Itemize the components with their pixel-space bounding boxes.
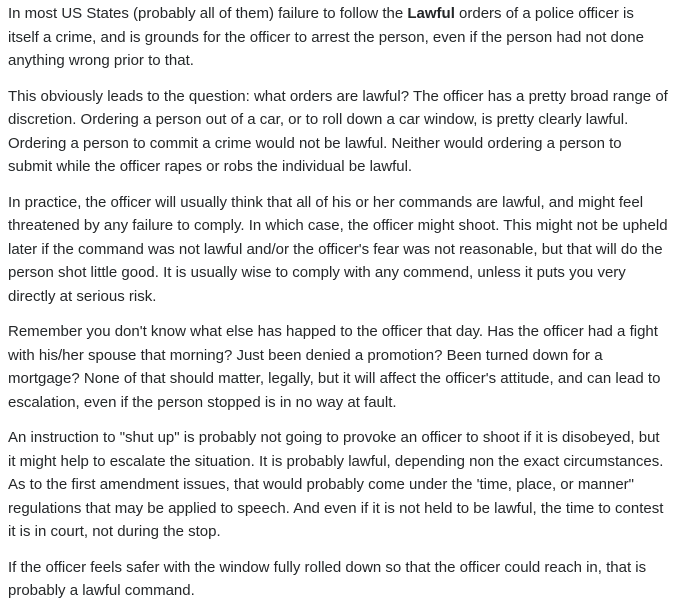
paragraph: This obviously leads to the question: what orders are lawful? The officer has a pretty broad range of discretion. Ordering a person out of a car, or to roll down a car window, is pretty clearly lawful. Ordering a person to commit a crime would not be lawful. Neither would ordering a person to submit while the officer rapes or robs the individual be lawful.: [8, 87, 668, 175]
paragraph: If the officer feels safer with the window fully rolled down so that the officer could reach in, that is probably a lawful command.: [8, 558, 647, 599]
paragraph: In practice, the officer will usually think that all of his or her commands are lawful, and might feel threatened by any failure to comply. In which case, the officer might shoot. This might not be upheld later if the command was not lawful and/or the officer's fear was not reasonable, but that will do the person shot little good. It is usually wise to comply with any commend, unless it puts you very directly at serious risk.: [8, 193, 668, 305]
text-segment: orders of a police officer is itself a crime, and is grounds for the officer to arrest the person, even if the person had not done anything wrong prior to that.: [8, 5, 644, 69]
paragraph: An instruction to "shut up" is probably not going to provoke an officer to shoot if it is disobeyed, but it might help to escalate the situation. It is probably lawful, depending non the exact circumstances. As to the first amendment issues, that would probably come under the 'time, place, or manner" regulations that may be applied to speech. And even if it is not held to be lawful, the time to contest it is in court, not during the stop.: [8, 429, 664, 540]
bold-text: Lawful: [407, 5, 455, 22]
paragraph: [8, 2, 668, 73]
text-segment: In most US States (probably all of them) failure to follow the: [8, 5, 408, 22]
paragraph: Remember you don't know what else has happed to the officer that day. Has the officer had a fight with his/her spouse that morning? Just been denied a promotion? Been turned down for a mortgage? None of that should matter, legally, but it will affect the officer's attitude, and can lead to escalation, even if the person stopped is in no way at fault.: [8, 323, 661, 411]
